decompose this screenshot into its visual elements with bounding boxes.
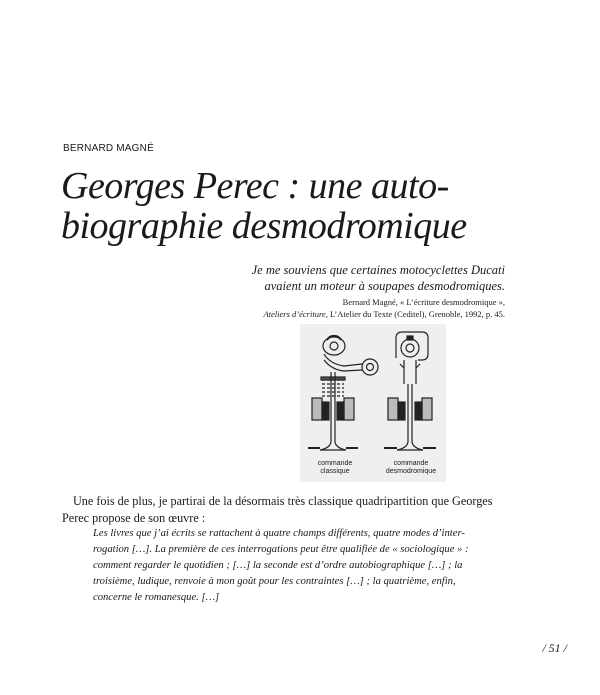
epigraph-source — [263, 296, 505, 320]
quote-line-5: concerne le romanesque. […] — [93, 592, 220, 603]
title-line-2: biographie desmodromique — [61, 205, 467, 247]
source-line-1: Bernard Magné, « L’écriture desmodromique », — [342, 297, 505, 307]
valve-diagram — [300, 324, 446, 482]
epigraph — [252, 262, 505, 294]
caption-classic-line-1: commande — [317, 460, 353, 467]
body-line-1: Une fois de plus, je partirai de la désormais très classique quadripartition que Georges — [73, 494, 493, 508]
caption-desmodromic — [376, 460, 446, 476]
caption-desmo-line-1: commande — [393, 460, 429, 467]
valve-diagram-figure — [300, 324, 446, 482]
body-line-2: Perec propose de son œuvre : — [62, 511, 206, 525]
quote-line-2: rogation […]. La première de ces interrogations peut être qualifiée de « sociologique » : — [93, 544, 469, 555]
quote-line-4: troisième, ludique, renvoie à mon goût pour les contraintes […] ; la quatrième, enfin, — [93, 576, 456, 587]
source-line-2 — [263, 308, 505, 320]
source-book-title: Ateliers d’écriture, — [263, 309, 328, 319]
epigraph-line-1: Je me souviens que certaines motocyclettes Ducati — [251, 263, 505, 277]
title-line-1: Georges Perec : une auto- — [61, 165, 449, 207]
quote-line-3: comment regarder le quotidien ; […] la seconde est d’ordre autobiographique […] ; la — [93, 560, 463, 571]
block-quote — [93, 526, 513, 606]
body-paragraph — [62, 493, 538, 527]
article-title — [61, 166, 531, 246]
caption-classic-line-2: classique — [320, 468, 350, 475]
quote-line-1: Les livres que j’ai écrits se rattachent à quatre champs différents, quatre modes d’inter- — [93, 528, 465, 539]
source-publisher: L’Atelier du Texte (Ceditel), Grenoble, 1992, p. 45. — [327, 309, 505, 319]
desmodromic-valve-drawing — [384, 332, 436, 450]
caption-classic — [300, 460, 370, 476]
page-number: / 51 / — [542, 641, 567, 655]
caption-desmo-line-2: desmodromique — [385, 468, 437, 475]
classic-valve-drawing — [308, 336, 378, 450]
author-name: BERNARD MAGNÉ — [63, 143, 154, 154]
epigraph-line-2: avaient un moteur à soupapes desmodromiques. — [264, 279, 505, 293]
